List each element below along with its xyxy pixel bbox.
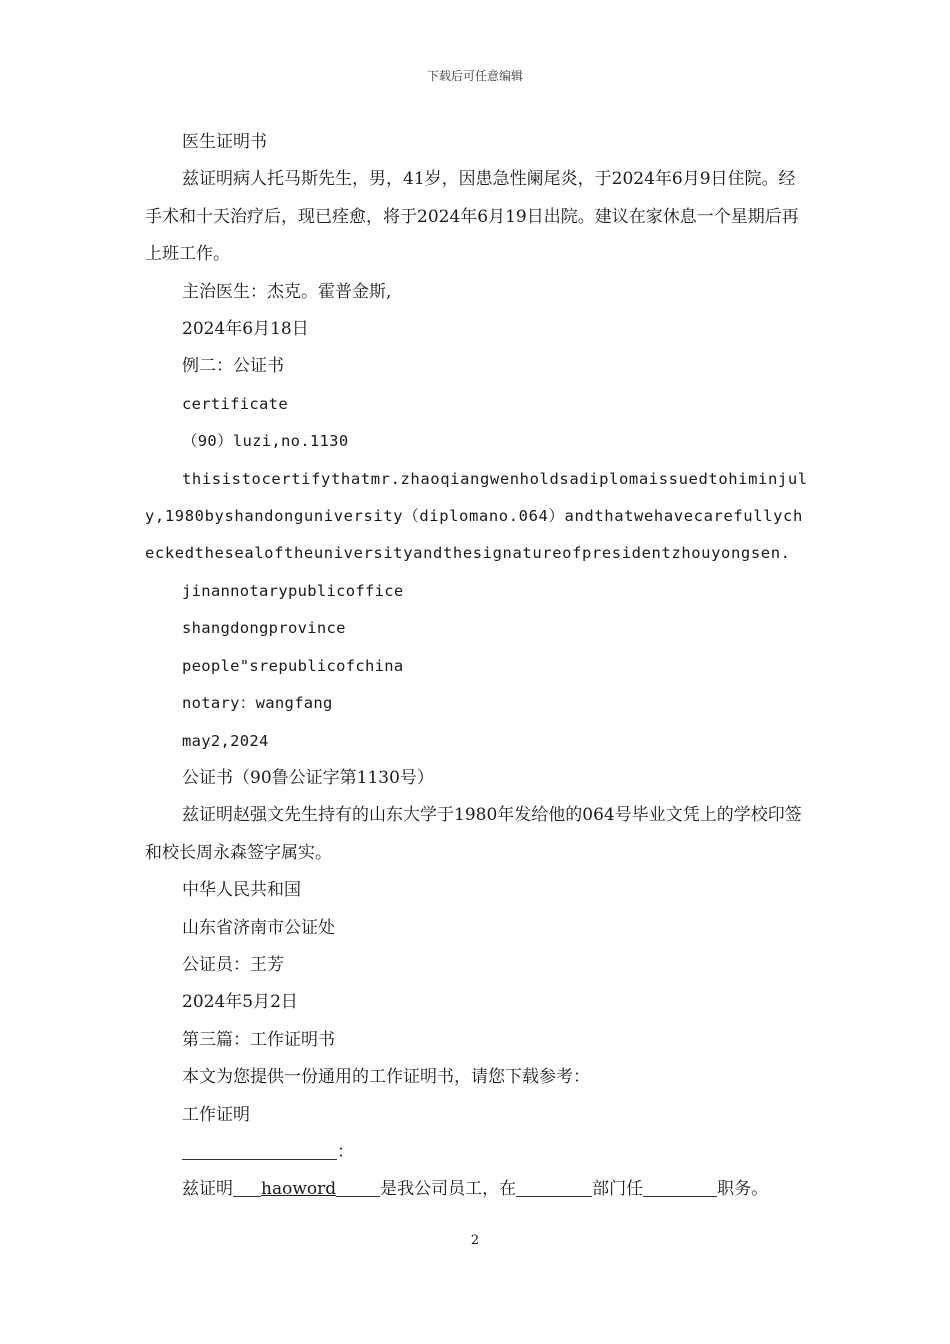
notary-province: shangdongprovince	[182, 619, 346, 638]
employee-name: haoword	[261, 1179, 337, 1200]
doctor-signature: 主治医生：杰克。霍普金斯,	[182, 281, 392, 302]
blank-1	[233, 1178, 261, 1197]
position-blank	[643, 1178, 717, 1197]
employment-statement	[145, 1171, 810, 1208]
chinese-notary-name: 公证员：王芳	[182, 954, 284, 975]
addressee-line	[145, 1134, 810, 1171]
statement-suffix: 职务。	[717, 1179, 769, 1200]
notary-office: jinannotarypublicoffice	[182, 581, 404, 600]
addressee-colon: ：	[337, 1141, 354, 1162]
notary-name: notary：wangfang	[182, 694, 333, 713]
page-header: 下载后可任意编辑	[426, 69, 523, 83]
chinese-notary-title: 公证书（90鲁公证字第1130号）	[182, 767, 434, 788]
work-certificate-title: 工作证明	[182, 1104, 250, 1125]
chinese-notary-date: 2024年5月2日	[182, 992, 298, 1013]
chinese-notary-office: 山东省济南市公证处	[182, 917, 335, 938]
statement-department: 部门任	[592, 1179, 644, 1200]
section-three-intro: 本文为您提供一份通用的工作证明书，请您下载参考：	[182, 1067, 590, 1088]
certificate-number: （90）luzi,no.1130	[182, 432, 349, 451]
section-title-doctor-certificate: 医生证明书	[182, 132, 267, 152]
section-three-title: 第三篇：工作证明书	[182, 1029, 335, 1050]
statement-prefix: 兹证明	[182, 1179, 233, 1200]
statement-middle: 是我公司员工，在	[380, 1179, 517, 1200]
paragraph-doctor-certificate: 兹证明病人托马斯先生，男，41岁，因患急性阑尾炎，于2024年6月9日住院。经手术和十天治疗后，现已痊愈，将于2024年6月19日出院。建议在家休息一个星期后再上班工作。	[145, 169, 799, 265]
department-blank	[516, 1178, 592, 1197]
page-number: 2	[470, 1233, 480, 1248]
example-two-title: 例二：公证书	[182, 356, 284, 377]
notary-date: may2,2024	[182, 731, 269, 750]
doctor-date: 2024年6月18日	[182, 319, 309, 340]
certificate-heading: certificate	[182, 394, 288, 413]
addressee-blank	[182, 1141, 337, 1160]
chinese-notary-body: 兹证明赵强文先生持有的山东大学于1980年发给他的064号毕业文凭上的学校印签和校长周永森签字属实。	[145, 805, 802, 863]
blank-2	[336, 1178, 380, 1197]
certificate-english-body: thisistocertifythatmr.zhaoqiangwenholdsadiplomaissuedtohiminjuly,1980byshandonguniversity（diplomano.064）andthatwehavecarefullycheckedthesealoftheuniversityandthesignatureofpresidentzhouyongsen.	[145, 469, 808, 563]
document-body	[145, 124, 810, 1209]
chinese-country: 中华人民共和国	[182, 880, 301, 901]
notary-country: people"srepublicofchina	[182, 656, 404, 675]
